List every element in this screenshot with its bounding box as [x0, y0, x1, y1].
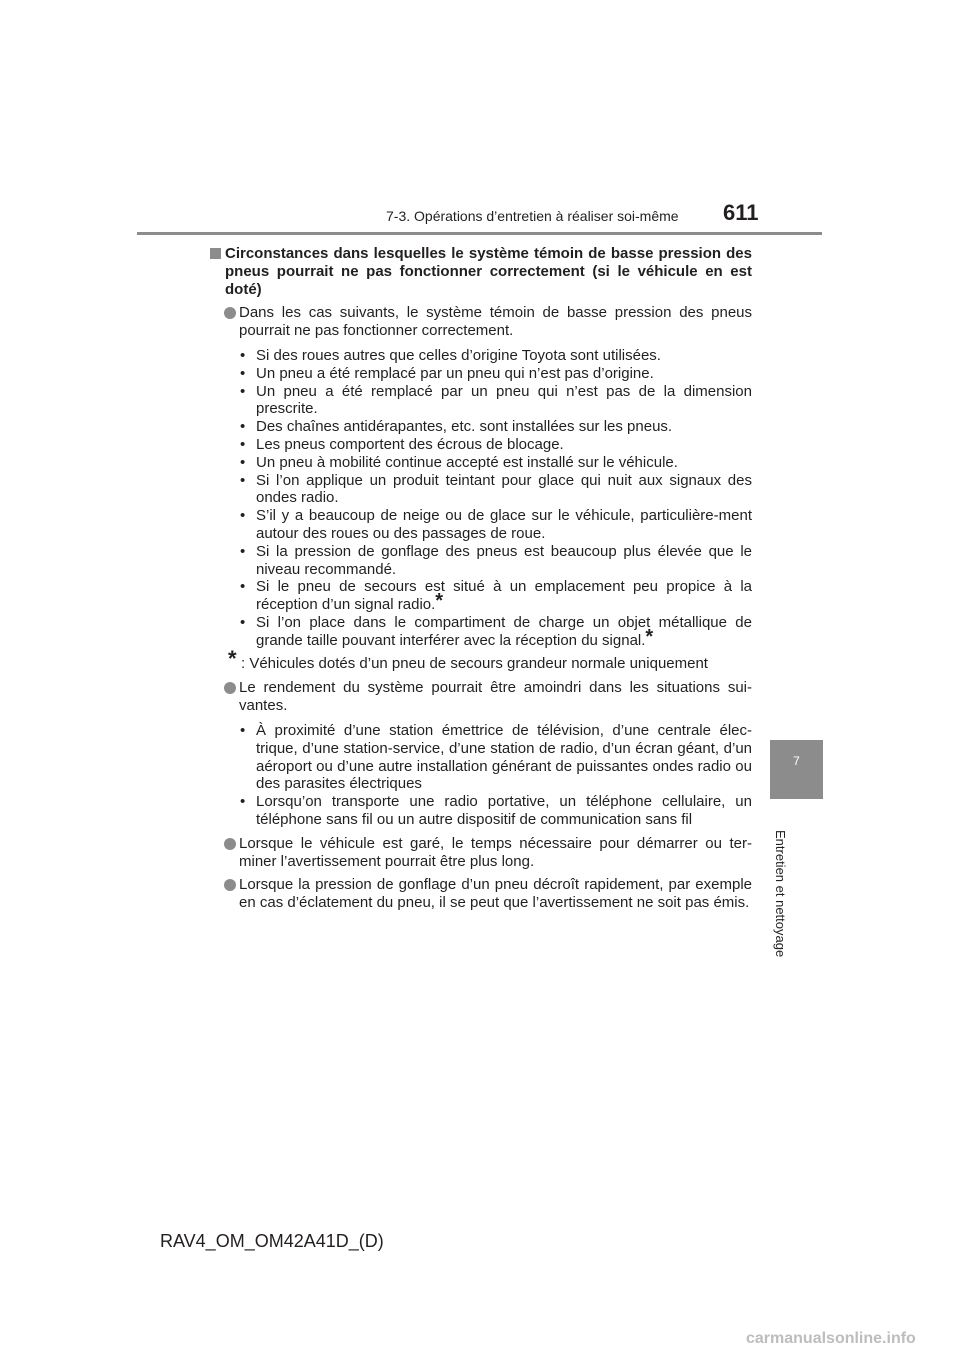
list-item: • Si l’on applique un produit teintant pour glace qui nuit aux signaux des ondes radio.	[240, 471, 752, 507]
footnote-marker: *	[228, 645, 237, 671]
page-number: 611	[723, 200, 759, 225]
list-item: • À proximité d’une station émettrice de télévision, d’une centrale élec-trique, d’une station-service, d’une station de radio, d’un écran géant, d’un aéroport ou d’une autre installation générant de puissantes ondes radio ou des parasites électriques	[240, 721, 752, 793]
list-item: • Si l’on place dans le compartiment de charge un objet métallique de grande taille pouvant interférer avec la réception du signal.*	[240, 613, 752, 649]
circle-bullet-icon	[224, 838, 236, 850]
bullet-item	[208, 679, 752, 715]
chapter-tab	[770, 740, 823, 799]
main-content	[208, 245, 752, 912]
footnote-text: : Véhicules dotés d’un pneu de secours grandeur normale uniquement	[241, 654, 708, 672]
bullet-item	[208, 876, 752, 912]
list-item: • Lorsqu’on transporte une radio portative, un téléphone cellulaire, un téléphone sans fil ou un autre dispositif de communication sans fil	[240, 793, 752, 828]
list-item: • Si le pneu de secours est situé à un emplacement peu propice à la réception d’un signal radio.*	[240, 578, 752, 614]
footnote-marker: *	[645, 625, 654, 648]
bullet-item	[208, 304, 752, 340]
footnote	[208, 645, 752, 673]
section-heading	[208, 245, 752, 298]
list-item: • Un pneu a été remplacé par un pneu qui n’est pas de la dimension prescrite.	[240, 382, 752, 418]
document-code: RAV4_OM_OM42A41D_(D)	[160, 1231, 384, 1251]
list-item: • Les pneus comportent des écrous de blocage.	[240, 435, 564, 453]
bullet-text: Lorsque la pression de gonflage d’un pneu décroît rapidement, par exemple en cas d’éclatement du pneu, il se peut que l’avertissement ne soit pas émis.	[239, 876, 752, 912]
bullet-text: Le rendement du système pourrait être amoindri dans les situations sui-vantes.	[239, 679, 752, 715]
list-item: • Des chaînes antidérapantes, etc. sont installées sur les pneus.	[240, 418, 673, 436]
circle-bullet-icon	[224, 682, 236, 694]
circle-bullet-icon	[224, 879, 236, 891]
bullet-item	[208, 835, 752, 871]
bullet-text: Lorsque le véhicule est garé, le temps nécessaire pour démarrer ou ter-miner l’avertissement pourrait être plus long.	[239, 834, 752, 870]
list-item: • S’il y a beaucoup de neige ou de glace sur le véhicule, particulière-ment autour des roues ou des passages de roue.	[240, 507, 752, 542]
square-bullet-icon	[210, 248, 221, 259]
list-item: • Si des roues autres que celles d’origine Toyota sont utilisées.	[240, 346, 661, 364]
list-item: • Un pneu a été remplacé par un pneu qui n’est pas d’origine.	[240, 364, 654, 382]
list-item: • Si la pression de gonflage des pneus est beaucoup plus élevée que le niveau recommandé.	[240, 542, 752, 578]
bullet-text: Dans les cas suivants, le système témoin de basse pression des pneus pourrait ne pas fonctionner correctement.	[239, 304, 752, 340]
footnote-marker: *	[435, 590, 444, 613]
circle-bullet-icon	[224, 307, 236, 319]
chapter-number: 7	[793, 754, 800, 768]
list-item: • Un pneu à mobilité continue accepté est installé sur le véhicule.	[240, 453, 678, 471]
heading-text: Circonstances dans lesquelles le système témoin de basse pression des pneus pourrait ne pas fonctionner correctement (si le véhicule en est doté)	[225, 245, 752, 298]
situations-list	[208, 722, 752, 829]
watermark: carmanualsonline.info	[746, 1330, 916, 1347]
chapter-title: Entretien et nettoyage	[773, 830, 788, 958]
header-rule	[137, 232, 822, 235]
conditions-list	[208, 347, 752, 650]
section-title: 7-3. Opérations d’entretien à réaliser soi-même	[386, 208, 679, 224]
